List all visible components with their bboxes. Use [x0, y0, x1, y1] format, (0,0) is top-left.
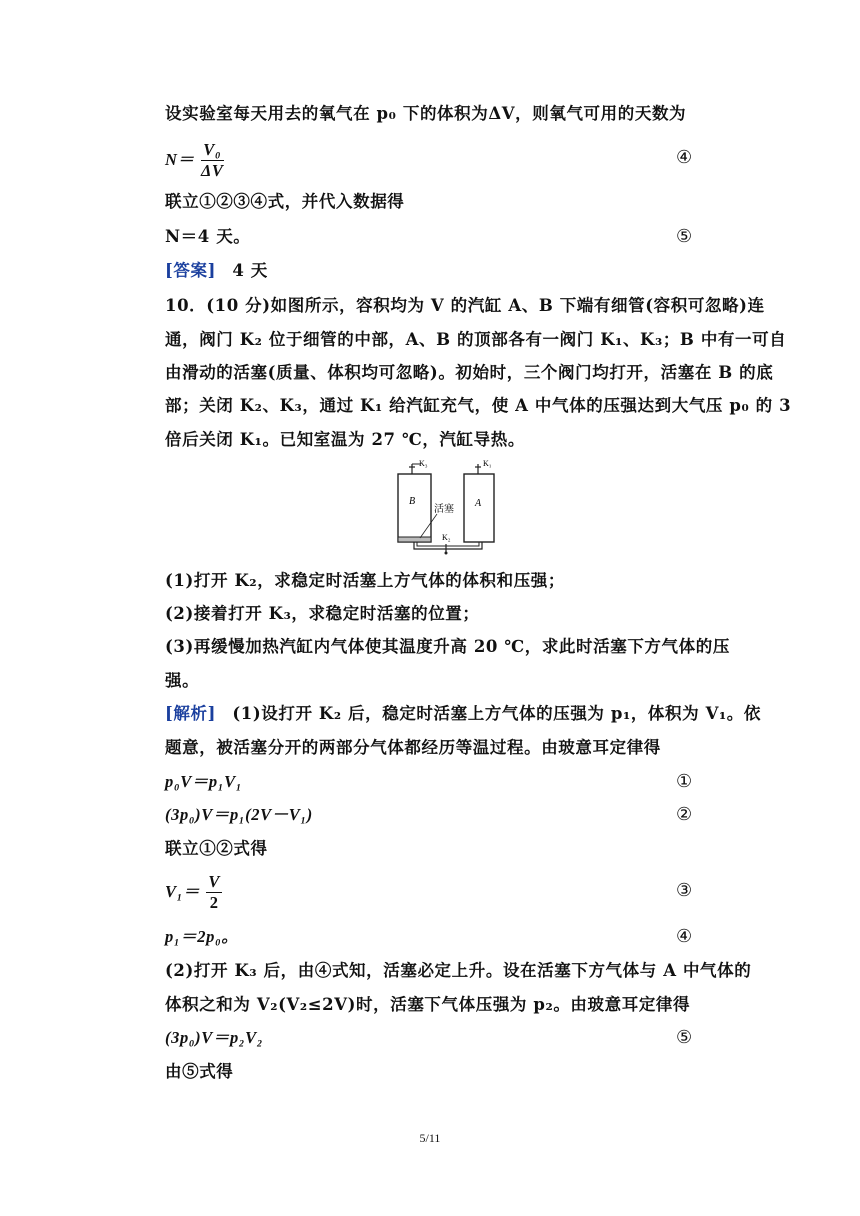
solution-line: 题意，被活塞分开的两部分气体都经历等温过程。由玻意耳定律得 — [165, 738, 661, 757]
equation-marker: ④ — [676, 147, 693, 168]
solution-line — [165, 703, 761, 725]
label-b: B — [409, 496, 416, 507]
solution-text: (1)设打开 K₂ 后，稳定时活塞上方气体的压强为 p₁，体积为 V₁。依 — [232, 704, 762, 723]
subquestion-1: (1)打开 K₂，求稳定时活塞上方气体的体积和压强； — [165, 571, 566, 590]
equation-marker: ⑤ — [676, 226, 693, 247]
question-line: 部；关闭 K₂、K₃，通过 K₁ 给汽缸充气，使 A 中气体的压强达到大气压 p₀ 的 3 — [165, 396, 792, 415]
fraction-denominator: 2 — [209, 893, 219, 912]
equation-marker: ⑤ — [676, 1027, 693, 1048]
solution-tag: [解析] — [165, 704, 217, 723]
label-k2: K₂ — [442, 533, 451, 542]
text-line: 设实验室每天用去的氧气在 p₀ 下的体积为ΔV，则氧气可用的天数为 — [165, 104, 687, 123]
equation-marker: ④ — [676, 926, 693, 947]
fraction — [206, 872, 222, 913]
label-piston: 活塞 — [434, 504, 454, 515]
label-k3: K₃ — [419, 459, 428, 468]
piston — [398, 537, 431, 542]
equation-2: (3p₀)V＝p₁(2V－V₁) — [165, 805, 313, 824]
equation-3-lhs: V₁＝ — [165, 882, 201, 901]
question-line: 10．(10 分)如图所示，容积均为 V 的汽缸 A、B 下端有细管(容积可忽略)连 — [165, 296, 765, 315]
text-line: 联立①②式得 — [165, 839, 268, 858]
question-line: 由滑动的活塞(质量、体积均可忽略)。初始时，三个阀门均打开，活塞在 B 的底 — [165, 363, 774, 382]
question-line: 倍后关闭 K₁。已知室温为 27 ℃，汽缸导热。 — [165, 430, 525, 449]
answer-tag: [答案] — [165, 261, 217, 280]
label-k1: K₁ — [483, 459, 492, 468]
subquestion-2: (2)接着打开 K₃，求稳定时活塞的位置； — [165, 604, 480, 623]
text-line: 联立①②③④式，并代入数据得 — [165, 192, 405, 211]
equation-marker: ① — [676, 771, 693, 792]
formula-lhs: N＝ — [165, 150, 195, 169]
equation-3 — [165, 872, 222, 913]
formula-days — [165, 140, 224, 181]
fraction-denominator: ΔV — [200, 161, 224, 180]
answer-line — [165, 260, 268, 282]
solution-line: (2)打开 K₃ 后，由④式知，活塞必定上升。设在活塞下方气体与 A 中气体的 — [165, 961, 752, 980]
cylinder-figure — [390, 458, 502, 556]
subquestion-3-cont: 强。 — [165, 671, 200, 690]
page-number: 5/11 — [419, 1131, 441, 1145]
equation-marker: ② — [676, 804, 693, 825]
text-line: N＝4 天。 — [165, 227, 251, 246]
label-a: A — [475, 498, 482, 509]
equation-marker: ③ — [676, 880, 693, 901]
fraction-numerator: V₀ — [201, 140, 224, 161]
text-line: 由⑤式得 — [165, 1062, 234, 1081]
equation-1: p₀V＝p₁V₁ — [165, 772, 243, 791]
subquestion-3: (3)再缓慢加热汽缸内气体使其温度升高 20 ℃，求此时活塞下方气体的压 — [165, 637, 730, 656]
cylinder-b — [398, 474, 431, 542]
question-line: 通，阀门 K₂ 位于细管的中部，A、B 的顶部各有一阀门 K₁、K₃；B 中有一可自 — [165, 330, 787, 349]
fraction-numerator: V — [208, 872, 221, 891]
answer-value: 4 天 — [232, 261, 268, 280]
equation-5: (3p₀)V＝p₂V₂ — [165, 1028, 264, 1047]
fraction — [201, 140, 224, 181]
solution-line: 体积之和为 V₂(V₂≤2V)时，活塞下气体压强为 p₂。由玻意耳定律得 — [165, 995, 691, 1014]
equation-4: p₁＝2p₀。 — [165, 927, 239, 946]
